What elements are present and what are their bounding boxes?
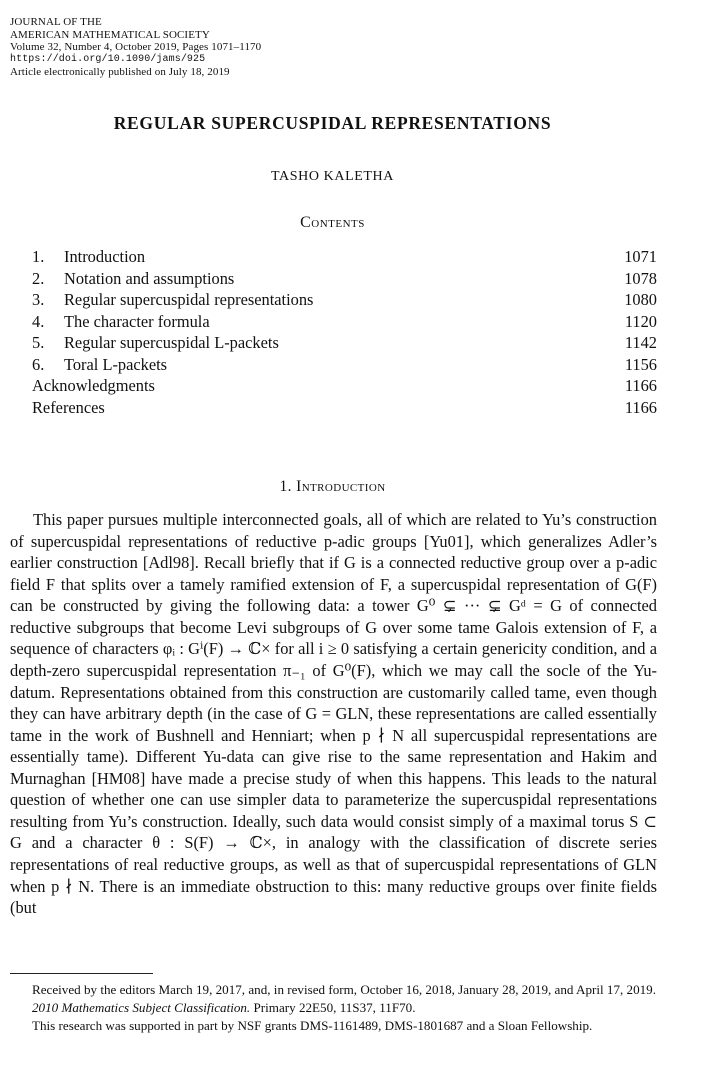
section-heading: 1. Introduction	[279, 478, 386, 495]
toc-number: 3.	[32, 290, 45, 309]
contents-heading: Contents	[300, 214, 365, 231]
toc-page: 1166	[624, 376, 657, 395]
toc-number: 4.	[32, 311, 45, 331]
footnote-rule	[10, 973, 153, 974]
received-note: Received by the editors March 19, 2017, and, in revised form, October 16, 2018, January 28, 2019, and April 17, 2019.	[32, 982, 657, 997]
toc-label: Regular supercuspidal representations	[64, 290, 314, 309]
toc-entry[interactable]	[32, 290, 657, 312]
toc-page: 1080	[624, 290, 657, 309]
publication-date: Article electronically published on July 18, 2019	[10, 66, 230, 79]
intro-paragraph: This paper pursues multiple interconnected goals, all of which are related to Yu’s construction of supercuspidal representations of reductive p-adic groups [Yu01], which generalizes Adler’s earlier construction [Adl98]. Recall briefly that if G is a connected reductive group over a p-adic field F that splits over a tamely ramified extension of F, a supercuspidal representation of G(F) can be constructed by giving the following data: a tower G⁰ ⊊ ··· ⊊ Gᵈ = G of connected reductive subgroups that become Levi subgroups of G over some tame Galois extension of F, a sequence of characters φᵢ : Gⁱ(F) → ℂ× for all i ≥ 0 satisfying a certain genericity condition, and a depth-zero supercuspidal representation π₋₁ of G⁰(F), which we may call the socle of the Yu-datum. Representations obtained from this construction are customarily called tame, even though they can have arbitrary depth (in the case of G = GLN, these representations are called essentially tame in the work of Bushnell and Henniart; when p ∤ N all supercuspidal representations are essentially tame). Different Yu-data can give rise to the same representation and Hakim and Murnaghan [HM08] have made a precise study of when this happens. This leads to the natural question of whether one can use simpler data to parameterize the supercuspidal representations resulting from Yu’s construction. Ideally, such data would consist simply of a maximal torus S ⊂ G and a character θ : S(F) → ℂ×, in analogy with the classification of discrete series representations of real reductive groups, as well as that of supercuspidal representations of GLN when p ∤ N. There is an immediate obstruction to this: many reductive groups over finite fields (but	[10, 510, 657, 918]
toc-number: 5.	[32, 333, 45, 352]
journal-name-line1: JOURNAL OF THE	[10, 16, 102, 28]
toc-entry[interactable]	[32, 312, 657, 334]
toc-entry[interactable]	[32, 376, 657, 398]
toc-label: Notation and assumptions	[64, 268, 235, 288]
msc-label: 2010 Mathematics Subject Classification.	[32, 999, 251, 1015]
toc-label: Regular supercuspidal L-packets	[64, 333, 279, 352]
toc-label: The character formula	[64, 311, 210, 331]
toc-entry[interactable]	[32, 247, 657, 269]
author-name: TASHO KALETHA	[271, 169, 394, 184]
toc-entry[interactable]	[32, 398, 657, 420]
table-of-contents	[32, 247, 657, 419]
toc-page: 1166	[624, 397, 657, 417]
toc-label: Toral L-packets	[64, 354, 168, 374]
toc-label: References	[32, 397, 105, 417]
toc-entry[interactable]	[32, 355, 657, 377]
msc-value: Primary 22E50, 11S37, 11F70.	[253, 999, 416, 1015]
toc-entry[interactable]	[32, 333, 657, 355]
funding-note: This research was supported in part by NSF grants DMS-1161489, DMS-1801687 and a Sloan Fellowship.	[32, 1017, 593, 1033]
toc-page: 1156	[624, 354, 657, 374]
toc-label: Introduction	[64, 247, 146, 266]
toc-page: 1071	[624, 247, 657, 266]
doi-link[interactable]: https://doi.org/10.1090/jams/925	[10, 53, 206, 65]
msc-note	[10, 999, 657, 1017]
journal-name-line2: AMERICAN MATHEMATICAL SOCIETY	[10, 28, 210, 41]
toc-number: 2.	[32, 268, 45, 288]
footnotes	[10, 981, 657, 1034]
volume-info: Volume 32, Number 4, October 2019, Pages 1071–1170	[10, 41, 262, 54]
journal-header	[10, 16, 570, 79]
toc-number: 6.	[32, 354, 45, 374]
toc-page: 1120	[624, 311, 657, 331]
toc-entry[interactable]	[32, 269, 657, 291]
paper-title: REGULAR SUPERCUSPIDAL REPRESENTATIONS	[113, 113, 552, 133]
toc-number: 1.	[32, 247, 45, 266]
toc-label: Acknowledgments	[32, 376, 155, 395]
toc-page: 1142	[624, 333, 657, 352]
toc-page: 1078	[624, 268, 657, 288]
